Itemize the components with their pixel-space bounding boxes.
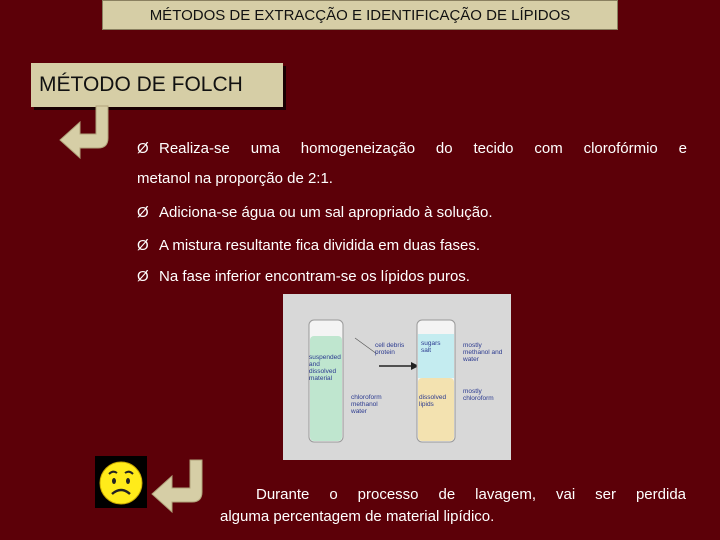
mostly-methanol-label: mostly methanol and water [463,342,503,363]
suspended-material-label: suspended and dissolved material [309,354,341,382]
slide-title-bar [102,0,618,30]
folch-diagram [283,294,511,460]
conclusion-line1: Durante o processo de lavagem, vai ser perdida [256,486,686,503]
cell-debris-label: cell debris protein [375,342,405,356]
chloroform-methanol-water-label: chloroform methanol water [351,394,382,415]
bullet-4-text: Na fase inferior encontram-se os lípidos puros. [159,268,470,285]
sugars-salt-label: sugars salt [421,340,441,354]
mostly-chloroform-label: mostly chloroform [463,388,494,402]
bullet-marker: Ø [137,204,149,221]
method-title-box [31,63,283,107]
bullet-2 [137,202,493,224]
bullet-marker: Ø [137,237,149,254]
bullet-marker: Ø [137,268,149,285]
conclusion-line2: alguma percentagem de material lipídico. [220,508,495,525]
bullet-4 [137,266,470,288]
bullet-1-line2: metanol na proporção de 2:1. [137,170,333,187]
dissolved-lipids-label: dissolved lipids [419,394,447,408]
slide-title: MÉTODOS DE EXTRACÇÃO E IDENTIFICAÇÃO DE LÍPIDOS [149,7,571,24]
curved-arrow-icon [58,104,128,160]
curved-arrow-icon [150,458,216,514]
conclusion-text [220,484,686,528]
bullet-marker: Ø [137,140,149,157]
method-title: MÉTODO DE FOLCH [39,73,243,96]
bullet-1-line1: Realiza-se uma homogeneização do tecido com clorofórmio e [159,140,687,157]
sad-face-icon [95,456,147,508]
bullet-3-text: A mistura resultante fica dividida em duas fases. [159,237,480,254]
bullet-3 [137,235,480,257]
bullet-1 [137,138,687,160]
bullet-2-text: Adiciona-se água ou um sal apropriado à solução. [159,204,493,221]
